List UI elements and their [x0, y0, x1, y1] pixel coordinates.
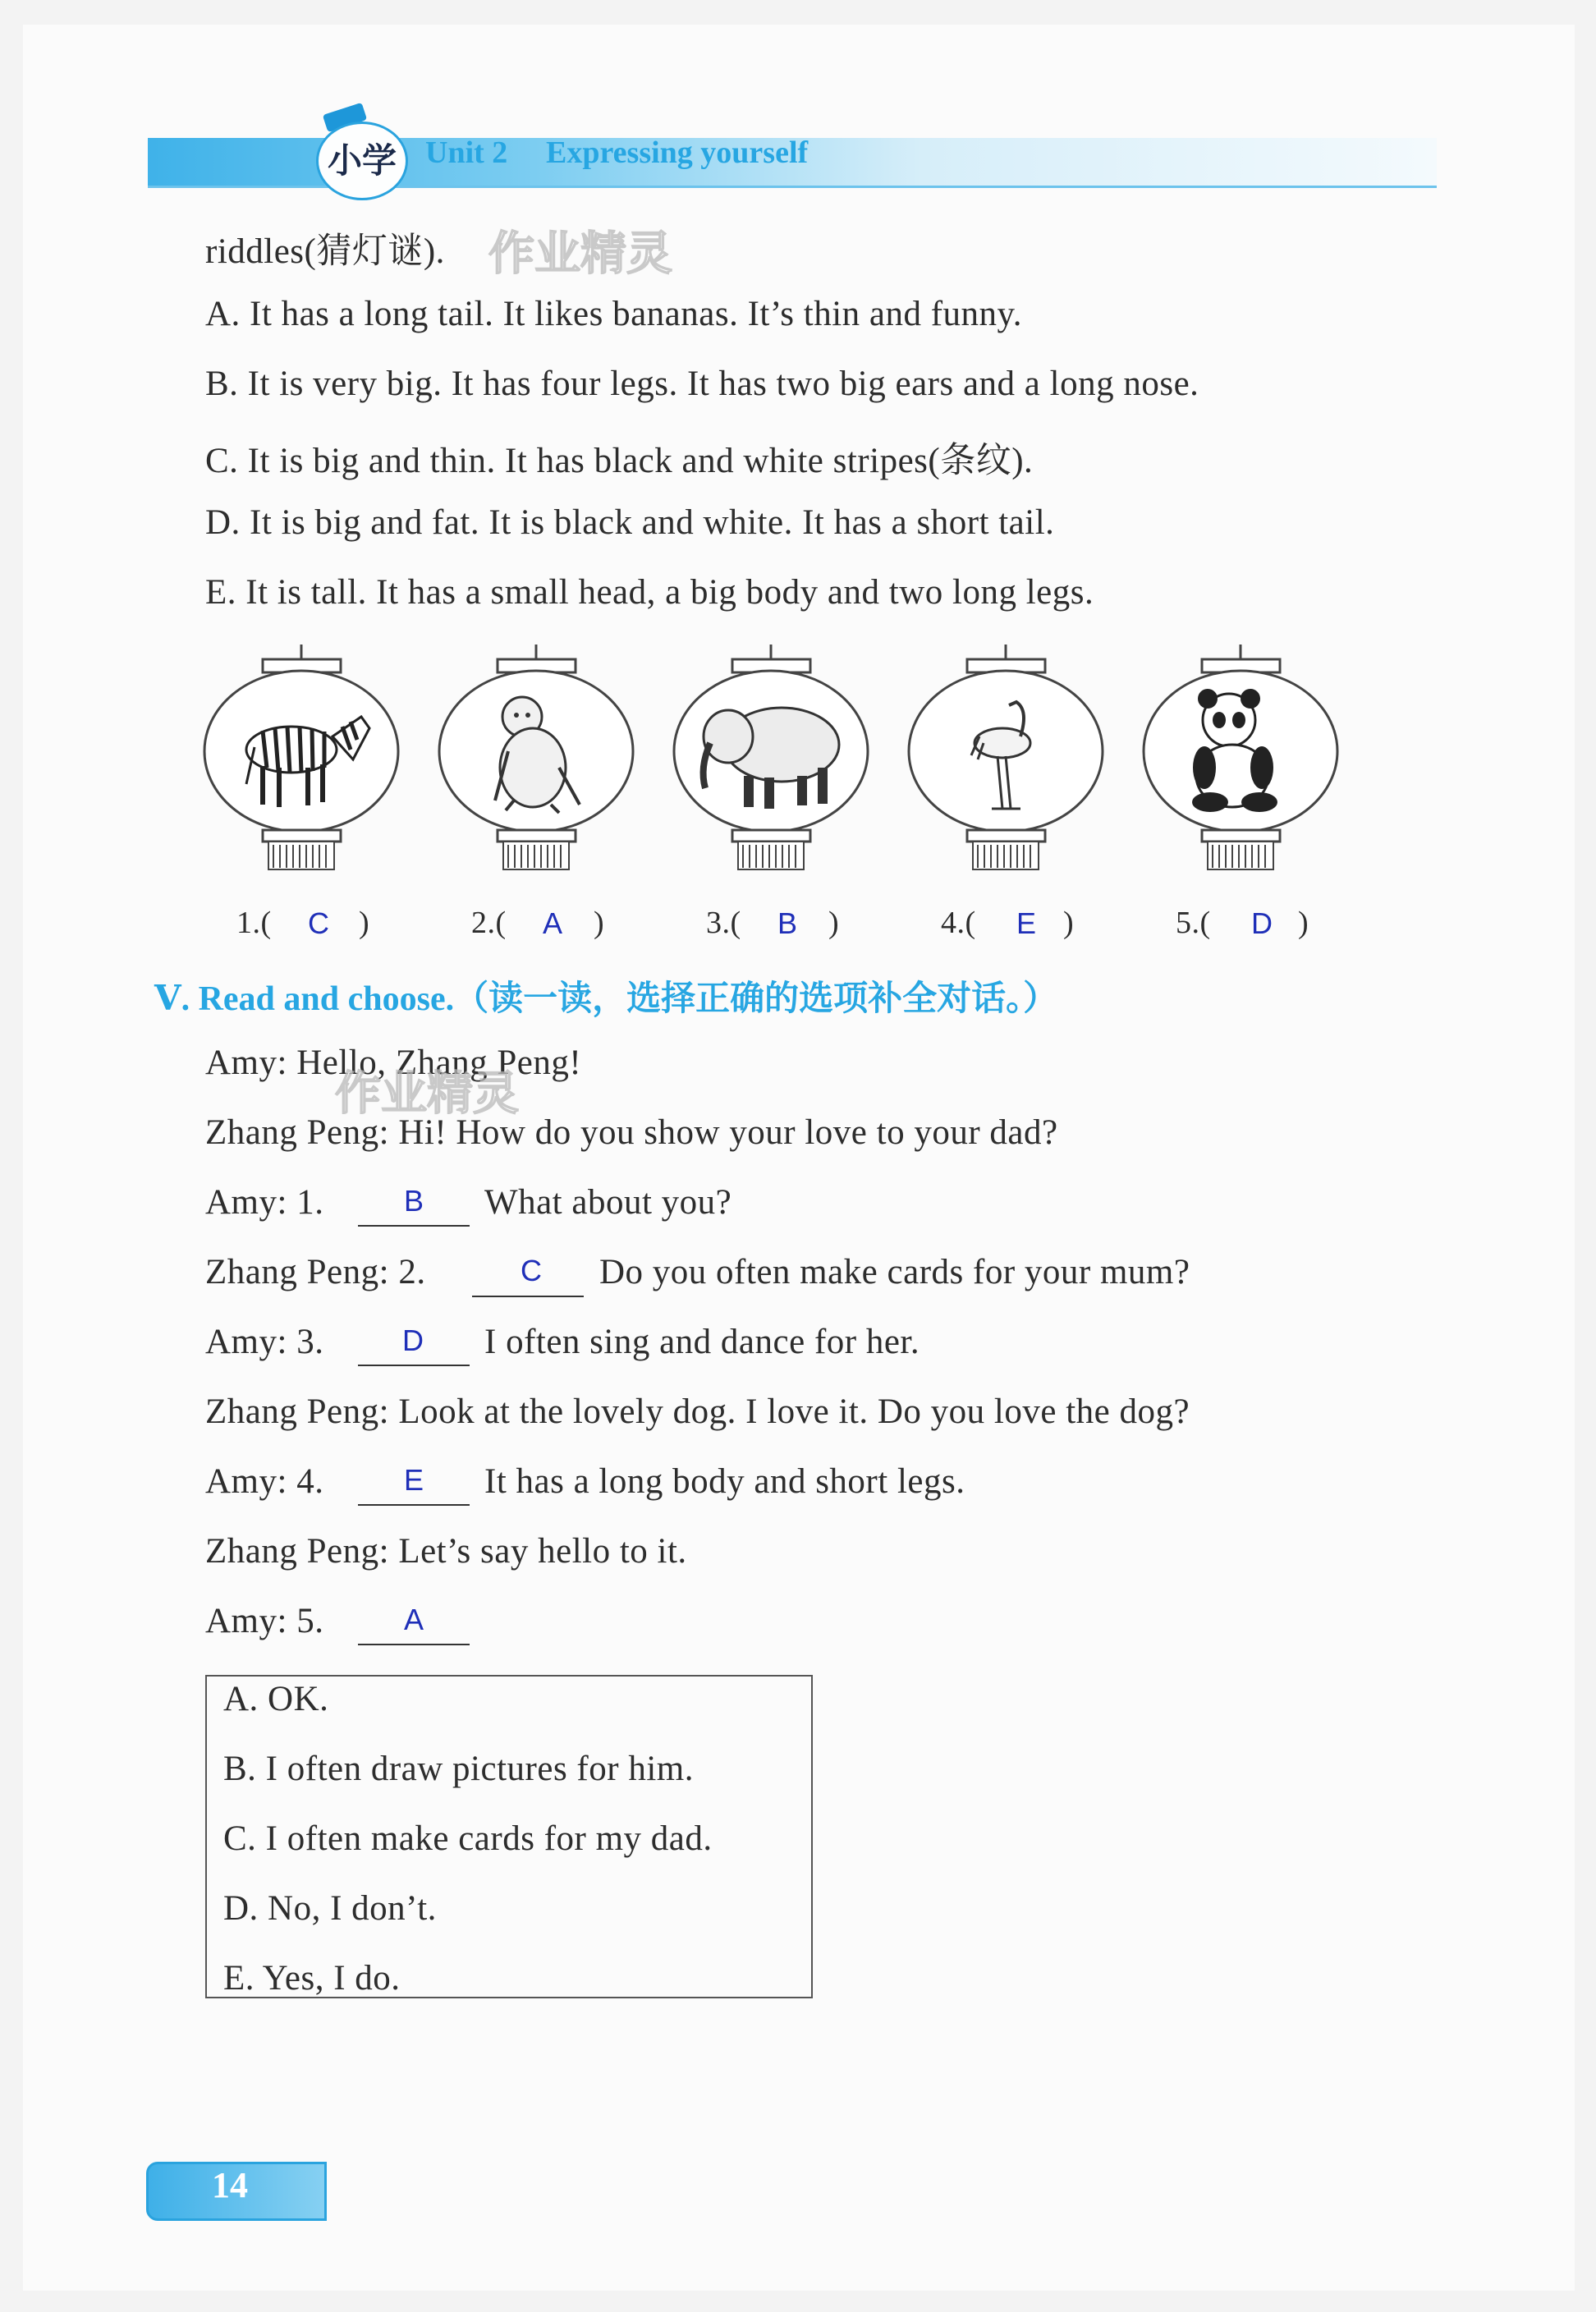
dialogue-line-5-text: I often sing and dance for her.: [484, 1323, 920, 1361]
lantern-zebra: [201, 645, 402, 899]
dialogue-line-2: [205, 1112, 1058, 1153]
lantern-4-label: 4.(: [941, 906, 976, 940]
logo-text: 小学: [327, 140, 397, 181]
lantern-5-close: ): [1298, 906, 1309, 940]
dialogue-line-3: [205, 1182, 323, 1223]
answer-4: E: [404, 1463, 424, 1497]
line-text: Look at the lovely dog. I love it. Do you love the dog?: [398, 1392, 1190, 1431]
riddle-e: E. It is tall. It has a small head, a big body and two long legs.: [205, 573, 1094, 612]
speaker: Zhang Peng:: [205, 1253, 390, 1291]
dialogue-line-4: [205, 1252, 426, 1292]
speaker: Amy:: [205, 1462, 287, 1501]
lantern-crane: [906, 645, 1107, 899]
option-a: A. OK.: [223, 1680, 329, 1718]
lantern-1-close: ): [359, 906, 370, 940]
blank-number: 5.: [296, 1602, 324, 1640]
option-c: C. I often make cards for my dad.: [223, 1819, 713, 1858]
speaker: Amy:: [205, 1602, 287, 1640]
blank-number: 4.: [296, 1462, 324, 1501]
lantern-3-label: 3.(: [706, 906, 741, 940]
lantern-5-label: 5.(: [1176, 906, 1211, 940]
blank-3[interactable]: [358, 1365, 470, 1366]
answer-1: B: [404, 1184, 424, 1218]
option-e: E. Yes, I do.: [223, 1959, 401, 1998]
lantern-4-close: ): [1063, 906, 1075, 940]
blank-5[interactable]: [358, 1644, 470, 1645]
blank-1[interactable]: [358, 1225, 470, 1227]
lantern-1-label: 1.(: [236, 906, 272, 940]
riddle-b: B. It is very big. It has four legs. It has two big ears and a long nose.: [205, 365, 1199, 403]
watermark-2: 作业精灵: [335, 1067, 519, 1121]
blank-number: 2.: [398, 1253, 426, 1291]
speaker: Zhang Peng:: [205, 1392, 390, 1431]
riddles-intro: riddles(猜灯谜).: [205, 232, 445, 271]
dialogue-line-4-text: Do you often make cards for your mum?: [599, 1253, 1190, 1291]
line-text: Hi! How do you show your love to your dad?: [398, 1113, 1058, 1152]
unit-label: Unit 2: [425, 135, 508, 170]
lantern-3-close: ): [828, 906, 840, 940]
riddle-a: A. It has a long tail. It likes bananas. It’s thin and funny.: [205, 295, 1023, 333]
speaker: Zhang Peng:: [205, 1532, 390, 1571]
speaker: Zhang Peng:: [205, 1113, 390, 1152]
lantern-4-answer: E: [1016, 906, 1037, 940]
dialogue-line-5: [205, 1322, 323, 1362]
dialogue-line-3-text: What about you?: [484, 1183, 732, 1222]
answer-5: A: [404, 1603, 424, 1636]
riddle-d: D. It is big and fat. It is black and white. It has a short tail.: [205, 503, 1055, 542]
dialogue-line-9: [205, 1601, 323, 1641]
dialogue-line-6: [205, 1392, 1190, 1432]
lantern-elephant: [671, 645, 872, 899]
unit-title: Expressing yourself: [546, 135, 809, 170]
lantern-5-answer: D: [1251, 906, 1273, 940]
speaker: Amy:: [205, 1044, 287, 1082]
blank-number: 3.: [296, 1323, 324, 1361]
dialogue-line-7: [205, 1461, 323, 1502]
blank-2[interactable]: [472, 1296, 584, 1297]
lantern-2-answer: A: [543, 906, 563, 940]
lantern-2-close: ): [594, 906, 605, 940]
answer-3: D: [402, 1323, 424, 1357]
speaker: Amy:: [205, 1323, 287, 1361]
option-d: D. No, I don’t.: [223, 1889, 437, 1928]
blank-number: 1.: [296, 1183, 324, 1222]
lantern-panda: [1140, 645, 1341, 899]
lantern-monkey: [436, 645, 637, 899]
riddle-c: C. It is big and thin. It has black and white stripes(条纹).: [205, 442, 1034, 480]
answer-2: C: [521, 1254, 542, 1287]
lantern-3-answer: B: [777, 906, 798, 940]
dialogue-line-7-text: It has a long body and short legs.: [484, 1462, 965, 1501]
lantern-1-answer: C: [308, 906, 329, 940]
speaker: Amy:: [205, 1183, 287, 1222]
logo-badge: [316, 122, 408, 200]
blank-4[interactable]: [358, 1504, 470, 1506]
watermark-1: 作业精灵: [488, 227, 672, 281]
lantern-2-label: 2.(: [471, 906, 507, 940]
dialogue-line-8: [205, 1531, 687, 1571]
line-text: Let’s say hello to it.: [398, 1532, 687, 1571]
option-b: B. I often draw pictures for him.: [223, 1750, 694, 1788]
section-5-heading: Ⅴ. Read and choose.（读一读，选择正确的选项补全对话。）: [154, 980, 1058, 1018]
page-number: 14: [212, 2165, 248, 2205]
line-text: Hello, Zhang Peng!: [296, 1044, 582, 1082]
